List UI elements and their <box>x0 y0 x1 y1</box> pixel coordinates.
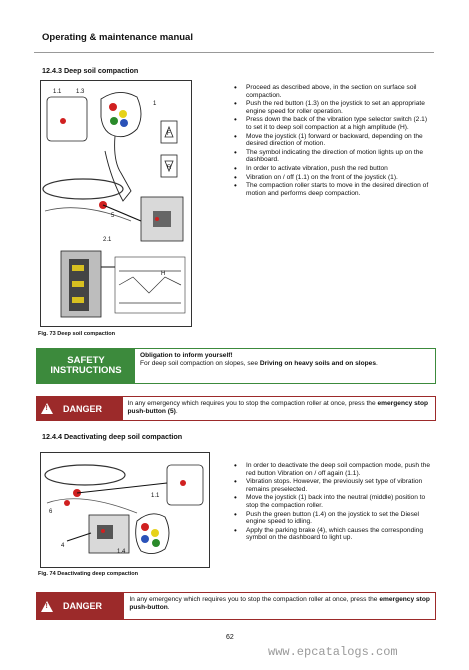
figure-deep-compaction <box>40 80 192 327</box>
warning-icon <box>41 601 53 612</box>
label-2-1: 2.1 <box>103 237 112 243</box>
list-item: • Push the red button (1.3) on the joystick to set an appropriate engine speed for roller operation. <box>234 100 434 115</box>
list-item: • Vibration on / off (1.1) on the front of the joystick (1). <box>234 174 434 182</box>
list-item: • Press down the back of the vibration type selector switch (2.1) to set it to deep soil compaction at a high amplitude (H). <box>234 116 434 131</box>
label-R: R <box>167 165 172 171</box>
danger-text <box>123 397 435 420</box>
list-item: • The compaction roller starts to move in the desired direction of motion and performs deep compaction. <box>234 182 434 197</box>
figure-deactivate-compaction <box>40 452 210 568</box>
danger-label: DANGER <box>63 601 103 611</box>
list-item: • In order to activate vibration, push the red button <box>234 165 434 173</box>
deep-compaction-steps <box>234 84 434 198</box>
label-4: 4 <box>61 543 65 549</box>
red-button-1-3-icon <box>109 103 117 111</box>
danger-emphasis: emergency stop push-button (5) <box>127 400 429 415</box>
list-item: • The symbol indicating the direction of motion lights up on the dashboard. <box>234 149 434 164</box>
danger-body-end: . <box>167 603 170 611</box>
danger-notice <box>36 592 436 620</box>
section-heading: 12.4.4 Deactivating deep soil compaction <box>42 432 183 441</box>
danger-label-box <box>37 593 124 619</box>
safety-text <box>135 349 383 383</box>
list-item: • Apply the parking brake (4), which causes the corresponding symbol on the dashboard to light up. <box>234 527 434 542</box>
danger-notice <box>36 396 436 421</box>
watermark: www.epcatalogs.com <box>268 645 398 659</box>
green-button-icon <box>152 539 160 547</box>
safety-label: SAFETY INSTRUCTIONS <box>37 349 135 383</box>
label-1: 1 <box>153 101 157 107</box>
document-header: Operating & maintenance manual <box>42 32 193 43</box>
figure-caption: Fig. 74 Deactivating deep compaction <box>38 571 139 577</box>
joystick-illustration <box>41 81 191 326</box>
page-number: 62 <box>226 634 234 641</box>
deactivate-steps <box>234 462 434 543</box>
list-item: • Move the joystick (1) forward or backward, depending on the desired direction of motion. <box>234 133 434 148</box>
danger-text <box>124 593 435 619</box>
list-item: • Move the joystick (1) back into the neutral (middle) position to stop the compaction roller. <box>234 494 434 509</box>
red-button-icon <box>60 118 66 124</box>
danger-body-end: . <box>175 407 178 415</box>
green-button-icon <box>110 117 118 125</box>
danger-label: DANGER <box>63 403 103 414</box>
red-button-icon <box>141 523 149 531</box>
blue-button-icon <box>141 535 149 543</box>
figure-caption: Fig. 73 Deep soil compaction <box>38 331 116 337</box>
list-item: • In order to deactivate the deep soil compaction mode, push the red button Vibration on / off again (1.1). <box>234 462 434 477</box>
list-item: • Vibration stops. However, the previously set type of vibration remains preselected. <box>234 478 434 493</box>
label-6: 6 <box>49 509 53 515</box>
danger-emphasis: emergency stop push-button <box>129 596 430 611</box>
label-1-4: 1.4 <box>117 549 126 555</box>
danger-body: In any emergency which requires you to stop the compaction roller at once, press the <box>129 596 380 603</box>
blue-button-icon <box>120 119 128 127</box>
list-item: • Push the green button (1.4) on the joystick to set the Diesel engine speed to idling. <box>234 511 434 526</box>
label-1-1: 1.1 <box>151 493 160 499</box>
safety-title: Obligation to inform yourself! <box>140 352 233 359</box>
list-item: • Proceed as described above, in the section on surface soil compaction. <box>234 84 434 99</box>
safety-link-text: Driving on heavy soils and on slopes <box>259 359 377 367</box>
section-heading: 12.4.3 Deep soil compaction <box>42 66 139 75</box>
header-divider <box>34 52 434 53</box>
label-1-3: 1.3 <box>76 89 85 95</box>
danger-label-box <box>37 397 123 420</box>
label-F: F <box>167 131 171 137</box>
safety-body: For deep soil compaction on slopes, see <box>140 359 260 367</box>
label-H: H <box>161 271 166 277</box>
danger-body: In any emergency which requires you to stop the compaction roller at once, press the <box>127 400 378 407</box>
safety-body-end: . <box>376 359 378 367</box>
safety-notice <box>36 348 436 384</box>
label-5: 5 <box>111 213 115 219</box>
yellow-button-icon <box>119 110 127 118</box>
label-1-1: 1.1 <box>53 89 62 95</box>
yellow-button-icon <box>151 529 159 537</box>
warning-icon <box>41 403 53 414</box>
